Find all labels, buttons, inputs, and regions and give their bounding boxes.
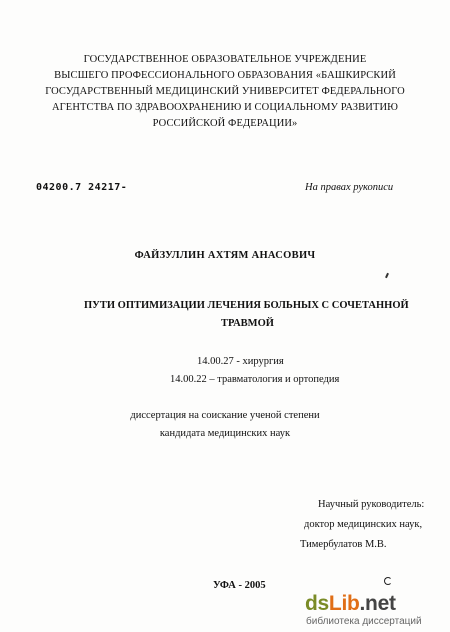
thesis-title-line-2: ТРАВМОЙ xyxy=(221,318,274,329)
specialty-code-surgery: 14.00.27 - хирургия xyxy=(197,356,284,367)
specialty-code-traumatology: 14.00.22 – травматология и ортопедия xyxy=(170,374,340,385)
header-line: ГОСУДАРСТВЕННОЕ ОБРАЗОВАТЕЛЬНОЕ УЧРЕЖДЕНИЕ xyxy=(83,54,367,65)
dissertation-purpose-line-1: диссертация на соискание ученой степени xyxy=(130,410,320,421)
city-year: УФА - 2005 xyxy=(213,580,266,591)
watermark-logo-net: .net xyxy=(359,592,396,615)
watermark-logo-ds: ds xyxy=(305,592,329,615)
library-stamp-code: 04200.7 24217- xyxy=(36,182,128,193)
ink-mark xyxy=(384,577,392,585)
author-name: ФАЙЗУЛЛИН АХТЯМ АНАСОВИЧ xyxy=(134,250,316,261)
header-line: РОССИЙСКОЙ ФЕДЕРАЦИИ» xyxy=(152,118,298,129)
watermark-logo xyxy=(305,592,396,616)
header-line: ГОСУДАРСТВЕННЫЙ МЕДИЦИНСКИЙ УНИВЕРСИТЕТ ФЕДЕРАЛЬНОГО xyxy=(45,86,405,97)
manuscript-rights-note: На правах рукописи xyxy=(305,182,394,193)
supervisor-block xyxy=(300,495,425,555)
header-line: ВЫСШЕГО ПРОФЕССИОНАЛЬНОГО ОБРАЗОВАНИЯ «БАШКИРСКИЙ xyxy=(54,70,396,81)
supervisor-name: Тимербулатов М.В. xyxy=(300,539,387,550)
dissertation-purpose-line-2: кандидата медицинских наук xyxy=(159,428,291,439)
thesis-title-line-1: ПУТИ ОПТИМИЗАЦИИ ЛЕЧЕНИЯ БОЛЬНЫХ С СОЧЕТАННОЙ xyxy=(84,300,409,311)
ink-mark xyxy=(385,273,389,278)
watermark-subtitle: библиотека диссертаций xyxy=(306,616,422,627)
dslib-watermark xyxy=(300,590,450,632)
supervisor-label: Научный руководитель: xyxy=(318,499,425,510)
watermark-logo-lib: Lib xyxy=(328,592,360,615)
header-line: АГЕНТСТВА ПО ЗДРАВООХРАНЕНИЮ И СОЦИАЛЬНОМУ РАЗВИТИЮ xyxy=(51,102,399,113)
institution-header xyxy=(40,52,410,132)
supervisor-degree: доктор медицинских наук, xyxy=(304,519,423,530)
